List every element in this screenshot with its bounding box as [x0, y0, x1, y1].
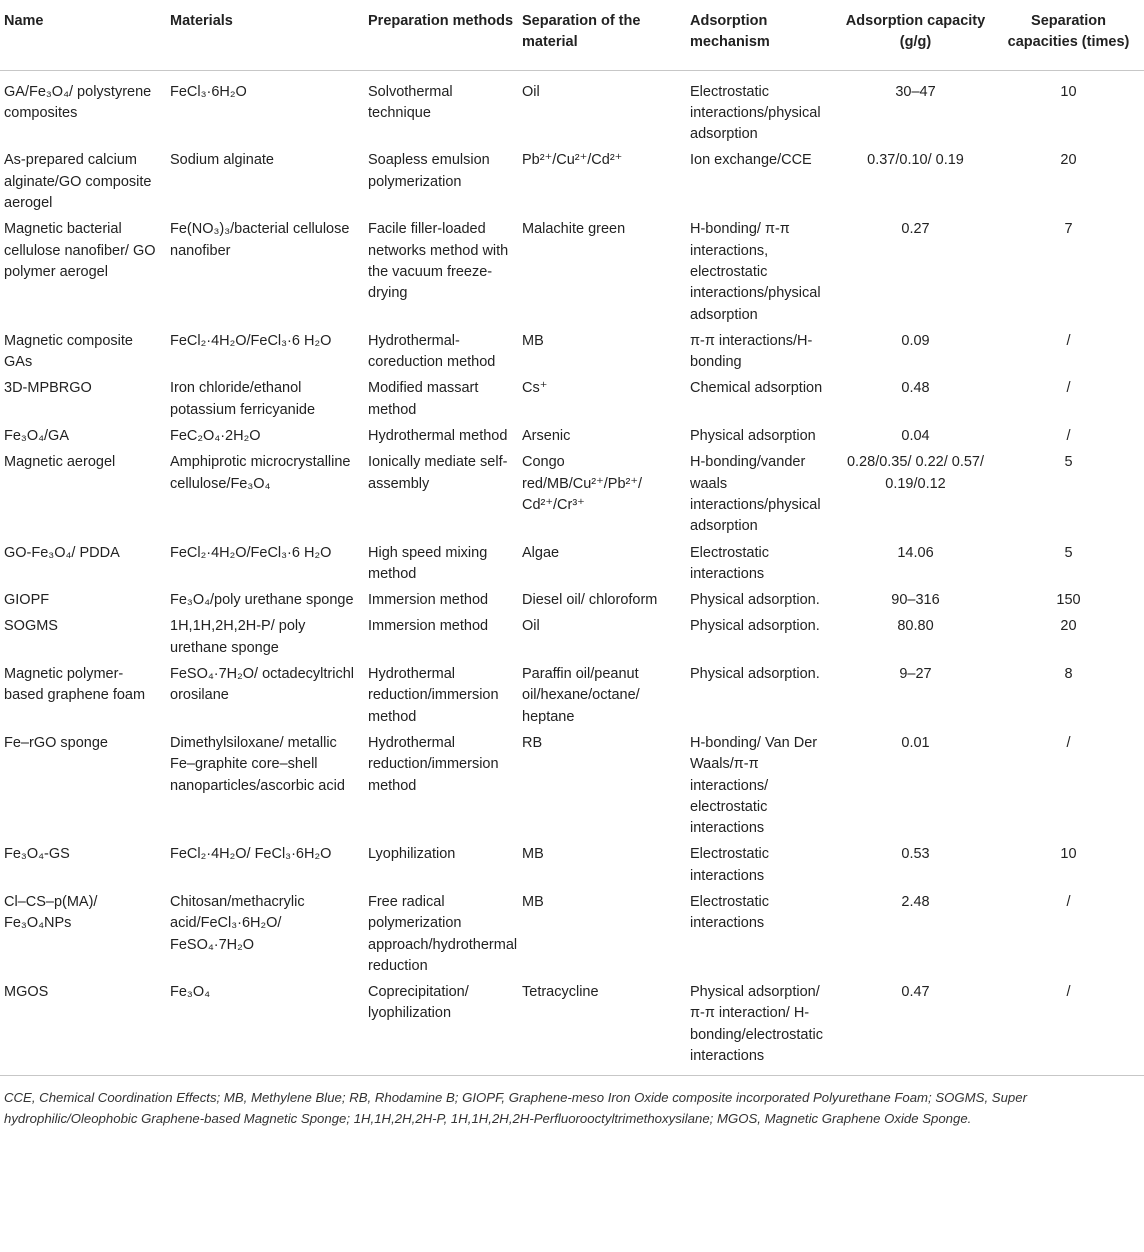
- cell-mechanism: Electrostatic interactions/physical adsorption: [690, 83, 821, 143]
- cell-adsorption-capacity: 80.80: [897, 618, 934, 635]
- cell-preparation: Hydrothermal-coreduction method: [368, 332, 496, 371]
- cell-separation: MB: [522, 332, 544, 349]
- cell-adsorption-capacity: 0.01: [901, 734, 930, 751]
- cell-preparation: Ionically mediate self-assembly: [368, 454, 508, 492]
- cell-name: GIOPF: [4, 592, 50, 609]
- cell-name: GO-Fe₃O₄/ PDDA: [4, 544, 120, 561]
- table-row: [0, 841, 1144, 889]
- cell-materials: Fe(NO₃)₃/bacterial cellulose nanofiber: [170, 221, 350, 259]
- cell-mechanism: π-π interactions/H-bonding: [690, 332, 813, 371]
- header-name: Name: [0, 0, 166, 70]
- table-row: [0, 540, 1144, 588]
- header-adsorption-capacity: Adsorption capacity (g/g): [838, 0, 993, 70]
- cell-name: MGOS: [4, 984, 49, 1001]
- cell-materials: FeC₂O₄·2H₂O: [170, 428, 261, 445]
- cell-separation: Diesel oil/ chloroform: [522, 592, 658, 609]
- table-row: [0, 216, 1144, 327]
- cell-separation: Tetracycline: [522, 984, 599, 1001]
- header-separation: Separation of the material: [518, 0, 686, 70]
- cell-materials: FeCl₂·4H₂O/FeCl₃·6 H₂O: [170, 544, 332, 561]
- cell-adsorption-capacity: 0.47: [901, 984, 930, 1001]
- cell-mechanism: Ion exchange/CCE: [690, 152, 812, 169]
- cell-mechanism: Physical adsorption: [690, 428, 816, 445]
- cell-adsorption-capacity: 2.48: [901, 893, 930, 910]
- cell-separation: MB: [522, 893, 544, 910]
- table-row: [0, 661, 1144, 730]
- cell-materials: 1H,1H,2H,2H-P/ poly urethane sponge: [170, 618, 306, 656]
- header-mechanism: Adsorption mechanism: [686, 0, 838, 70]
- cell-name: Magnetic aerogel: [4, 454, 116, 471]
- cell-adsorption-capacity: 14.06: [897, 544, 934, 561]
- cell-mechanism: Physical adsorption.: [690, 666, 820, 683]
- cell-materials: Chitosan/methacrylic acid/FeCl₃·6H₂O/ FeSO₄·7H₂O: [170, 893, 305, 953]
- cell-name: 3D-MPBRGO: [4, 380, 92, 397]
- cell-preparation: Soapless emulsion polymerization: [368, 152, 490, 190]
- cell-materials: Iron chloride/ethanol potassium ferricyanide: [170, 380, 316, 418]
- cell-adsorption-capacity: 30–47: [895, 83, 936, 100]
- header-materials: Materials: [166, 0, 364, 70]
- cell-separation-capacities: /: [1066, 332, 1071, 349]
- table-row: [0, 889, 1144, 979]
- cell-mechanism: Chemical adsorption: [690, 380, 823, 397]
- cell-name: Fe₃O₄/GA: [4, 428, 70, 445]
- cell-preparation: Free radical polymerization approach/hydrothermal reduction: [368, 893, 518, 974]
- cell-separation: Oil: [522, 618, 540, 635]
- cell-preparation: Hydrothermal reduction/immersion method: [368, 734, 499, 794]
- cell-adsorption-capacity: 9–27: [899, 666, 932, 683]
- cell-name: Fe–rGO sponge: [4, 734, 108, 751]
- footnote: CCE, Chemical Coordination Effects; MB, Methylene Blue; RB, Rhodamine B; GIOPF, Graphene-meso Iron Oxide composite incorporated Polyurethane Foam; SOGMS, Super hydrophilic/Oleophobic Graphene-based Magnetic Sponge; 1H,1H,2H,2H-P, 1H,1H,2H,2H-Perfluorooctyltrimethoxysilane; MGOS, Magnetic Graphene Oxide Sponge.: [4, 1090, 1027, 1127]
- header-row: [0, 0, 1144, 70]
- cell-name: As-prepared calcium alginate/GO composite aerogel: [4, 152, 152, 212]
- cell-preparation: Immersion method: [368, 592, 489, 609]
- cell-adsorption-capacity: 0.28/0.35/ 0.22/ 0.57/ 0.19/0.12: [846, 454, 985, 492]
- cell-separation: MB: [522, 846, 544, 863]
- cell-name: Magnetic bacterial cellulose nanofiber/ GO polymer aerogel: [4, 221, 156, 280]
- cell-mechanism: Physical adsorption/ π-π interaction/ H-bonding/electrostatic interactions: [690, 984, 823, 1065]
- cell-adsorption-capacity: 0.04: [901, 428, 930, 445]
- cell-separation-capacities: 20: [1060, 618, 1077, 635]
- cell-preparation: Facile filler-loaded networks method with the vacuum freeze-drying: [368, 221, 509, 302]
- cell-materials: FeCl₂·4H₂O/ FeCl₃·6H₂O: [170, 846, 332, 863]
- cell-separation: Oil: [522, 83, 540, 100]
- cell-adsorption-capacity: 0.27: [901, 221, 930, 238]
- cell-separation-capacities: /: [1066, 893, 1071, 910]
- table-body: [0, 70, 1144, 1075]
- cell-separation-capacities: 8: [1064, 666, 1073, 683]
- cell-name: Magnetic polymer-based graphene foam: [4, 666, 146, 704]
- cell-preparation: High speed mixing method: [368, 544, 488, 582]
- cell-separation-capacities: 5: [1064, 454, 1073, 471]
- cell-materials: Sodium alginate: [170, 152, 274, 169]
- table-row: [0, 613, 1144, 661]
- table-row: [0, 375, 1144, 423]
- table-row: [0, 328, 1144, 376]
- cell-mechanism: Electrostatic interactions: [690, 544, 769, 582]
- table-row: [0, 70, 1144, 147]
- cell-adsorption-capacity: 0.48: [901, 380, 930, 397]
- cell-preparation: Immersion method: [368, 618, 489, 635]
- header-preparation: Preparation methods: [364, 0, 518, 70]
- table-row: [0, 979, 1144, 1075]
- cell-separation: Cs⁺: [522, 380, 548, 397]
- cell-materials: Fe₃O₄: [170, 984, 211, 1001]
- cell-adsorption-capacity: 0.09: [901, 332, 930, 349]
- cell-separation-capacities: 10: [1060, 83, 1077, 100]
- cell-separation-capacities: 5: [1064, 544, 1073, 561]
- cell-preparation: Modified massart method: [368, 380, 479, 418]
- cell-preparation: Solvothermal technique: [368, 83, 453, 121]
- cell-name: Cl–CS–p(MA)/ Fe₃O₄NPs: [4, 893, 98, 932]
- table-row: [0, 587, 1144, 613]
- cell-preparation: Hydrothermal reduction/immersion method: [368, 666, 499, 725]
- cell-mechanism: Electrostatic interactions: [690, 846, 769, 884]
- cell-separation: Paraffin oil/peanut oil/hexane/octane/ heptane: [522, 666, 640, 725]
- cell-mechanism: Physical adsorption.: [690, 618, 820, 635]
- cell-adsorption-capacity: 90–316: [891, 592, 940, 609]
- cell-separation: Pb²⁺/Cu²⁺/Cd²⁺: [522, 152, 623, 169]
- cell-name: Magnetic composite GAs: [4, 332, 133, 371]
- cell-separation: Arsenic: [522, 428, 571, 445]
- cell-separation-capacities: 10: [1060, 846, 1077, 863]
- cell-adsorption-capacity: 0.37/0.10/ 0.19: [867, 152, 964, 169]
- cell-separation: RB: [522, 734, 543, 751]
- cell-name: Fe₃O₄-GS: [4, 846, 70, 863]
- cell-separation-capacities: 150: [1056, 592, 1081, 609]
- header-separation-capacities: Separation capacities (times): [993, 0, 1144, 70]
- cell-separation: Algae: [522, 544, 560, 561]
- cell-materials: Amphiprotic microcrystalline cellulose/Fe₃O₄: [170, 454, 351, 492]
- table-row: [0, 730, 1144, 841]
- cell-materials: Fe₃O₄/poly urethane sponge: [170, 592, 354, 609]
- cell-separation-capacities: /: [1066, 984, 1071, 1001]
- cell-materials: FeCl₃·6H₂O: [170, 83, 247, 100]
- cell-separation-capacities: /: [1066, 734, 1071, 751]
- cell-materials: FeSO₄·7H₂O/ octadecyltrichl orosilane: [170, 666, 354, 704]
- cell-separation-capacities: /: [1066, 428, 1071, 445]
- table-row: [0, 147, 1144, 216]
- table-row: [0, 423, 1144, 449]
- cell-separation-capacities: 7: [1064, 221, 1073, 238]
- cell-preparation: Coprecipitation/ lyophilization: [368, 984, 469, 1022]
- table-row: [0, 449, 1144, 539]
- cell-preparation: Hydrothermal method: [368, 428, 508, 445]
- cell-mechanism: Physical adsorption.: [690, 592, 820, 609]
- cell-separation-capacities: /: [1066, 380, 1071, 397]
- cell-separation-capacities: 20: [1060, 152, 1077, 169]
- cell-mechanism: H-bonding/ π-π interactions, electrostatic interactions/physical adsorption: [690, 221, 821, 323]
- cell-mechanism: H-bonding/ Van Der Waals/π-π interactions/ electrostatic interactions: [690, 734, 818, 837]
- cell-name: SOGMS: [4, 618, 58, 635]
- cell-separation: Congo red/MB/Cu²⁺/Pb²⁺/ Cd²⁺/Cr³⁺: [522, 454, 643, 513]
- cell-mechanism: Electrostatic interactions: [690, 893, 769, 932]
- cell-separation: Malachite green: [522, 221, 626, 238]
- cell-mechanism: H-bonding/vander waals interactions/physical adsorption: [690, 454, 821, 535]
- cell-preparation: Lyophilization: [368, 846, 456, 863]
- cell-name: GA/Fe₃O₄/ polystyrene composites: [4, 83, 152, 121]
- cell-materials: Dimethylsiloxane/ metallic Fe–graphite core–shell nanoparticles/ascorbic acid: [170, 734, 345, 794]
- cell-materials: FeCl₂·4H₂O/FeCl₃·6 H₂O: [170, 332, 332, 349]
- cell-adsorption-capacity: 0.53: [901, 846, 930, 863]
